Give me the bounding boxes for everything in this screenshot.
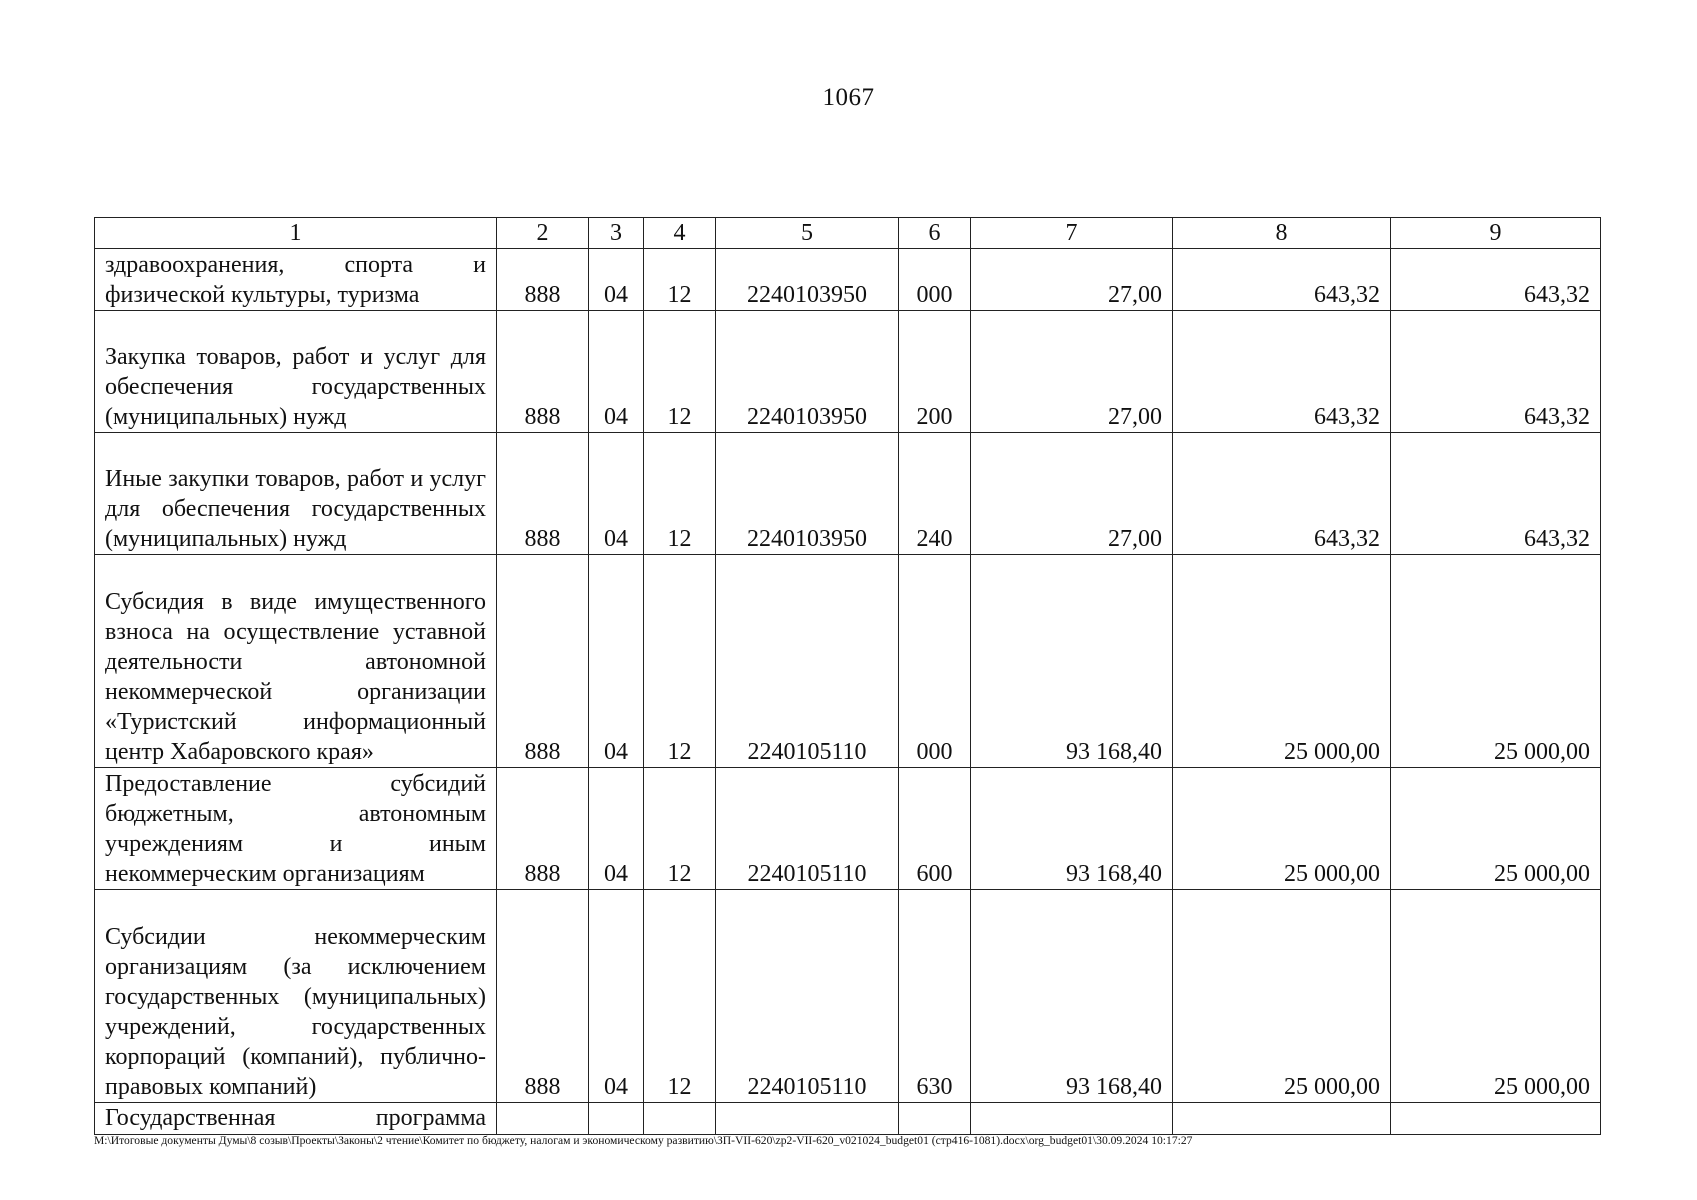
column-header: 1 [95,218,497,249]
cell-code: 888 [497,311,589,433]
cell-amount-8: 643,32 [1173,249,1391,311]
cell-code: 888 [497,433,589,555]
cell-target-article: 2240103950 [716,249,899,311]
cell-code: 888 [497,555,589,768]
cell-amount-8: 25 000,00 [1173,768,1391,890]
cell-amount-9: 643,32 [1391,433,1601,555]
cell-section: 04 [589,249,644,311]
cell-amount-9: 25 000,00 [1391,768,1601,890]
cell-amount-9: 643,32 [1391,249,1601,311]
column-header: 5 [716,218,899,249]
cell-target-article: 2240103950 [716,311,899,433]
cell-code: 888 [497,890,589,1103]
cell-section: 04 [589,433,644,555]
cell-subsection: 12 [644,890,716,1103]
cell-amount-7: 27,00 [971,249,1173,311]
cell-amount-9: 25 000,00 [1391,890,1601,1103]
cell-amount-9: 25 000,00 [1391,555,1601,768]
cell-section: 04 [589,768,644,890]
cell-subsection [644,1103,716,1135]
column-header: 9 [1391,218,1601,249]
cell-target-article: 2240105110 [716,890,899,1103]
footer-file-path: M:\Итоговые документы Думы\8 созыв\Проекты\Законы\2 чтение\Комитет по бюджету, налогам и экономическому развитию\ЗП-VII-620\zp2-VII-620_v021024_budget01 (стр416-1081).docx\org_budget01\30.09.2024 10:17:27 [94,1134,1193,1147]
cell-amount-9 [1391,1103,1601,1135]
cell-section [589,1103,644,1135]
cell-amount-7: 93 168,40 [971,555,1173,768]
table-row [95,768,1601,890]
cell-section: 04 [589,890,644,1103]
table-row [95,249,1601,311]
cell-expense-type: 630 [899,890,971,1103]
table-row [95,433,1601,555]
cell-code: 888 [497,768,589,890]
budget-table [94,217,1601,1135]
column-header: 8 [1173,218,1391,249]
row-name: Субсидии некоммерческим организациям (за исключением государственных (муниципальных) учреждений, государственных корпораций (компаний), публично-правовых компаний) [95,890,497,1103]
page-number: 1067 [822,84,875,111]
row-name [95,1103,497,1135]
cell-target-article: 2240105110 [716,768,899,890]
cell-subsection: 12 [644,311,716,433]
row-name: Иные закупки товаров, работ и услуг для обеспечения государственных (муниципальных) нужд [95,433,497,555]
table-row [95,555,1601,768]
cell-code: 888 [497,249,589,311]
cell-subsection: 12 [644,555,716,768]
row-name: Предоставление субсидий бюджетным, автономным учреждениям и иным некоммерческим организациям [95,768,497,890]
cell-target-article: 2240103950 [716,433,899,555]
cell-amount-7: 27,00 [971,433,1173,555]
column-header: 4 [644,218,716,249]
cell-expense-type: 000 [899,249,971,311]
column-header: 6 [899,218,971,249]
cell-expense-type: 000 [899,555,971,768]
cell-amount-8: 25 000,00 [1173,890,1391,1103]
cell-expense-type: 600 [899,768,971,890]
cell-subsection: 12 [644,768,716,890]
cell-target-article [716,1103,899,1135]
cell-amount-8: 25 000,00 [1173,555,1391,768]
column-header: 7 [971,218,1173,249]
cell-target-article: 2240105110 [716,555,899,768]
cell-expense-type [899,1103,971,1135]
column-header: 3 [589,218,644,249]
cell-section: 04 [589,555,644,768]
table-row [95,1103,1601,1135]
cell-subsection: 12 [644,249,716,311]
cell-amount-7: 27,00 [971,311,1173,433]
cell-amount-7: 93 168,40 [971,890,1173,1103]
row-name-text: Государственная программа [105,1105,486,1131]
cell-subsection: 12 [644,433,716,555]
row-name: Закупка товаров, работ и услуг для обеспечения государственных (муниципальных) нужд [95,311,497,433]
cell-amount-8: 643,32 [1173,311,1391,433]
row-name: здравоохранения, спорта и физической культуры, туризма [95,249,497,311]
cell-amount-7 [971,1103,1173,1135]
cell-expense-type: 200 [899,311,971,433]
cell-amount-8 [1173,1103,1391,1135]
cell-section: 04 [589,311,644,433]
column-header: 2 [497,218,589,249]
table-header-row [95,218,1601,249]
cell-code [497,1103,589,1135]
cell-amount-9: 643,32 [1391,311,1601,433]
cell-amount-8: 643,32 [1173,433,1391,555]
cell-expense-type: 240 [899,433,971,555]
cell-amount-7: 93 168,40 [971,768,1173,890]
table-row [95,890,1601,1103]
row-name: Субсидия в виде имущественного взноса на осуществление уставной деятельности автономной некоммерческой организации «Туристский информационный центр Хабаровского края» [95,555,497,768]
table-row [95,311,1601,433]
